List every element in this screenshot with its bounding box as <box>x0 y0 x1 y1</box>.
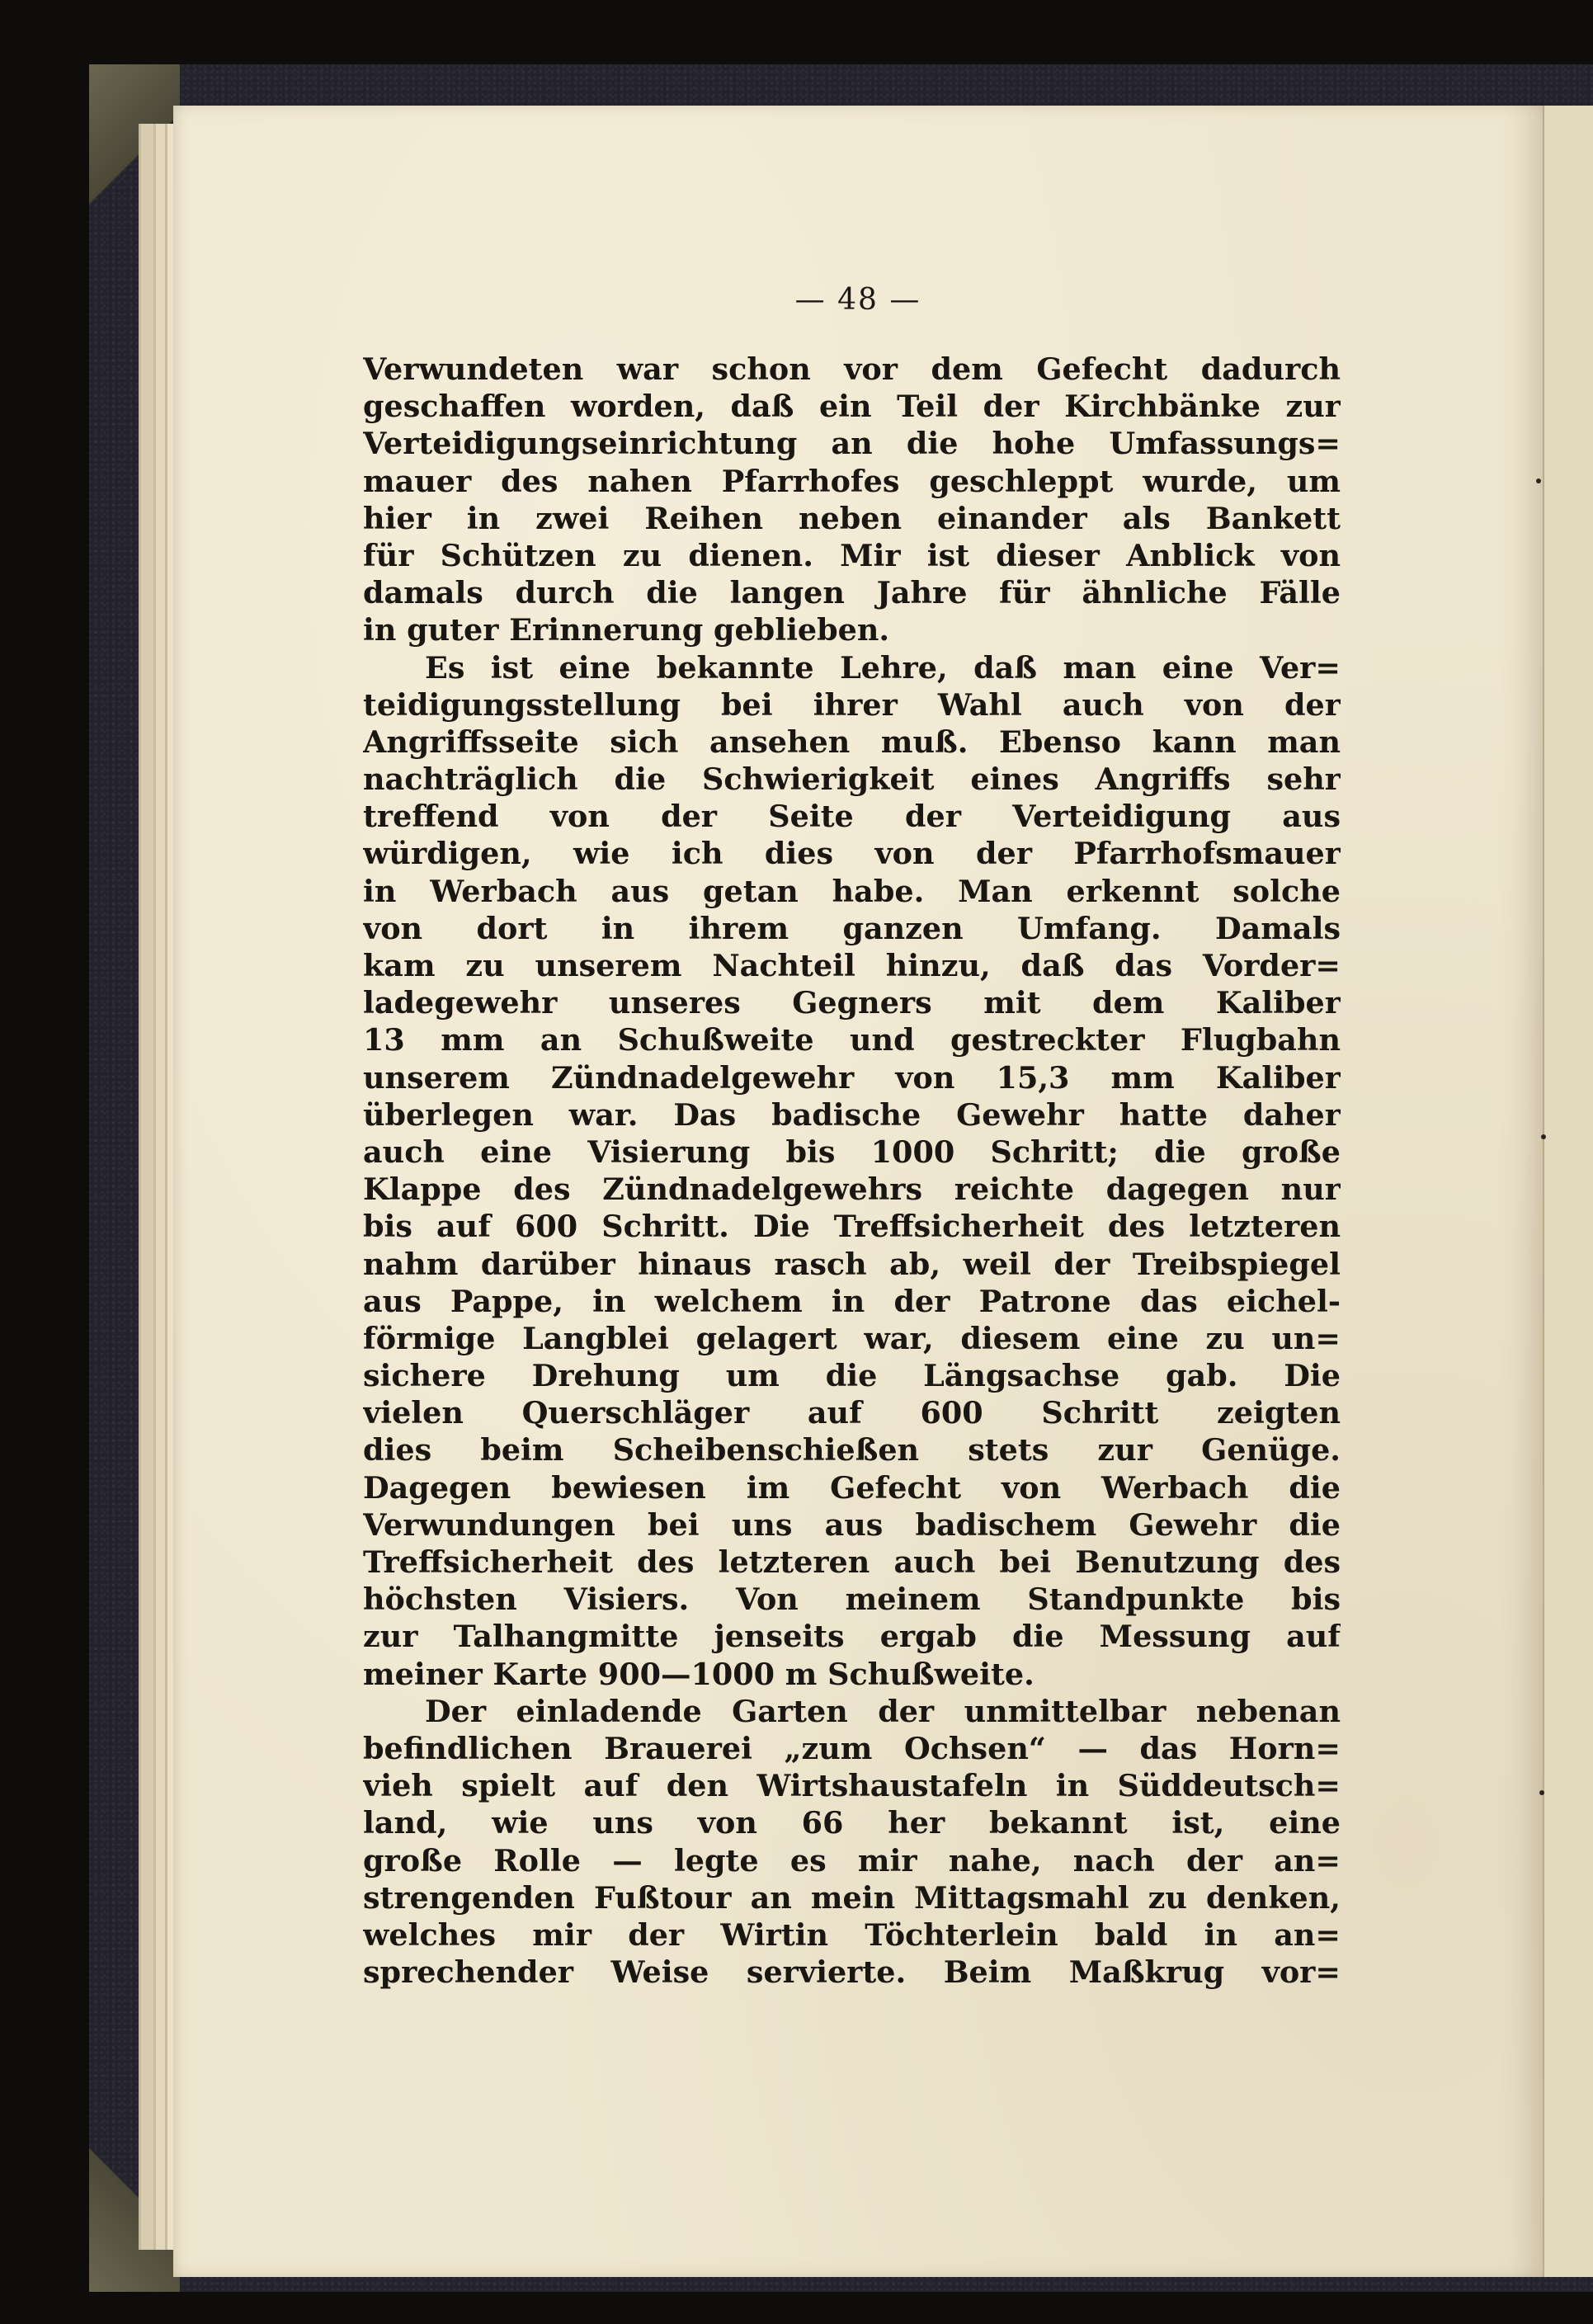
text-line: meiner Karte 900—1000 m Schußweite. <box>363 1656 1035 1692</box>
text-line: sichere Drehung um die Längsachse gab. Die <box>363 1358 1341 1394</box>
text-line: auch eine Visierung bis 1000 Schritt; die große <box>363 1134 1341 1170</box>
text-line: nachträglich die Schwierigkeit eines Angriffs sehr <box>363 761 1341 798</box>
text-line: vielen Querschläger auf 600 Schritt zeigten <box>363 1395 1341 1431</box>
margin-speck <box>1541 1134 1546 1139</box>
text-line: Verwundeten war schon vor dem Gefecht dadurch <box>363 351 1341 387</box>
text-line: bis auf 600 Schritt. Die Treffsicherheit des letzteren <box>363 1209 1341 1245</box>
text-line: dies beim Scheibenschießen stets zur Genüge. <box>363 1432 1341 1468</box>
text-line: überlegen war. Das badische Gewehr hatte daher <box>363 1096 1341 1133</box>
text-line: große Rolle — legte es mir nahe, nach der an= <box>363 1842 1341 1879</box>
text-line: kam zu unserem Nachteil hinzu, daß das Vorder= <box>363 948 1341 983</box>
text-line: geschaffen worden, daß ein Teil der Kirchbänke zur <box>363 389 1341 425</box>
text-line: mauer des nahen Pfarrhofes geschleppt wurde, um <box>363 463 1341 499</box>
text-line: sprechender Weise servierte. Beim Maßkrug vor= <box>363 1954 1341 1991</box>
text-line: damals durch die langen Jahre für ähnliche Fälle <box>363 575 1341 611</box>
text-line: Klappe des Zündnadelgewehrs reichte dagegen nur <box>363 1171 1341 1208</box>
text-line: Dagegen bewiesen im Gefecht von Werbach die <box>363 1469 1341 1506</box>
text-line: hier in zwei Reihen neben einander als Bankett <box>363 500 1341 536</box>
text-line: würdigen, wie ich dies von der Pfarrhofsmauer <box>363 836 1341 872</box>
text-line: befindlichen Brauerei „zum Ochsen“ — das Horn= <box>363 1730 1341 1766</box>
text-line: welches mir der Wirtin Töchterlein bald in an= <box>363 1916 1341 1953</box>
text-line: in guter Erinnerung geblieben. <box>363 612 890 648</box>
text-line: nahm darüber hinaus rasch ab, weil der Treibspiegel <box>363 1246 1341 1282</box>
text-line: aus Pappe, in welchem in der Patrone das eichel- <box>363 1283 1341 1319</box>
text-line: land, wie uns von 66 her bekannt ist, eine <box>363 1805 1341 1841</box>
text-line: Es ist eine bekannte Lehre, daß man eine Ver= <box>425 649 1341 686</box>
text-line: vieh spielt auf den Wirtshaustafeln in Süddeutsch= <box>363 1768 1341 1804</box>
margin-speck <box>1539 1790 1544 1795</box>
text-line: zur Talhangmitte jenseits ergab die Messung auf <box>363 1619 1341 1655</box>
text-line: Der einladende Garten der unmittelbar nebenan <box>425 1693 1341 1729</box>
text-line: unserem Zündnadelgewehr von 15,3 mm Kaliber <box>363 1059 1341 1096</box>
text-line: Verwundungen bei uns aus badischem Gewehr die <box>363 1506 1341 1543</box>
facing-page-edge <box>1543 106 1593 2277</box>
body-text <box>363 351 1341 1991</box>
text-line: ladegewehr unseres Gegners mit dem Kaliber <box>363 985 1341 1021</box>
text-line: förmige Langblei gelagert war, diesem eine zu un= <box>363 1320 1341 1356</box>
text-line: 13 mm an Schußweite und gestreckter Flugbahn <box>363 1022 1341 1058</box>
text-line: in Werbach aus getan habe. Man erkennt solche <box>363 873 1341 909</box>
text-line: von dort in ihrem ganzen Umfang. Damals <box>363 910 1341 946</box>
text-line: treffend von der Seite der Verteidigung aus <box>363 799 1341 835</box>
text-line: teidigungsstellung bei ihrer Wahl auch von der <box>363 686 1341 723</box>
text-line: höchsten Visiers. Von meinem Standpunkte bis <box>363 1582 1341 1618</box>
text-line: für Schützen zu dienen. Mir ist dieser Anblick von <box>363 537 1341 573</box>
page-number: — 48 — <box>794 283 921 317</box>
margin-speck <box>1536 478 1541 483</box>
text-line: Verteidigungseinrichtung an die hohe Umfassungs= <box>363 426 1341 462</box>
text-line: Treffsicherheit des letzteren auch bei Benutzung des <box>363 1544 1341 1580</box>
text-line: strengenden Fußtour an mein Mittagsmahl zu denken, <box>363 1879 1341 1916</box>
text-line: Angriffsseite sich ansehen muß. Ebenso kann man <box>363 724 1341 760</box>
